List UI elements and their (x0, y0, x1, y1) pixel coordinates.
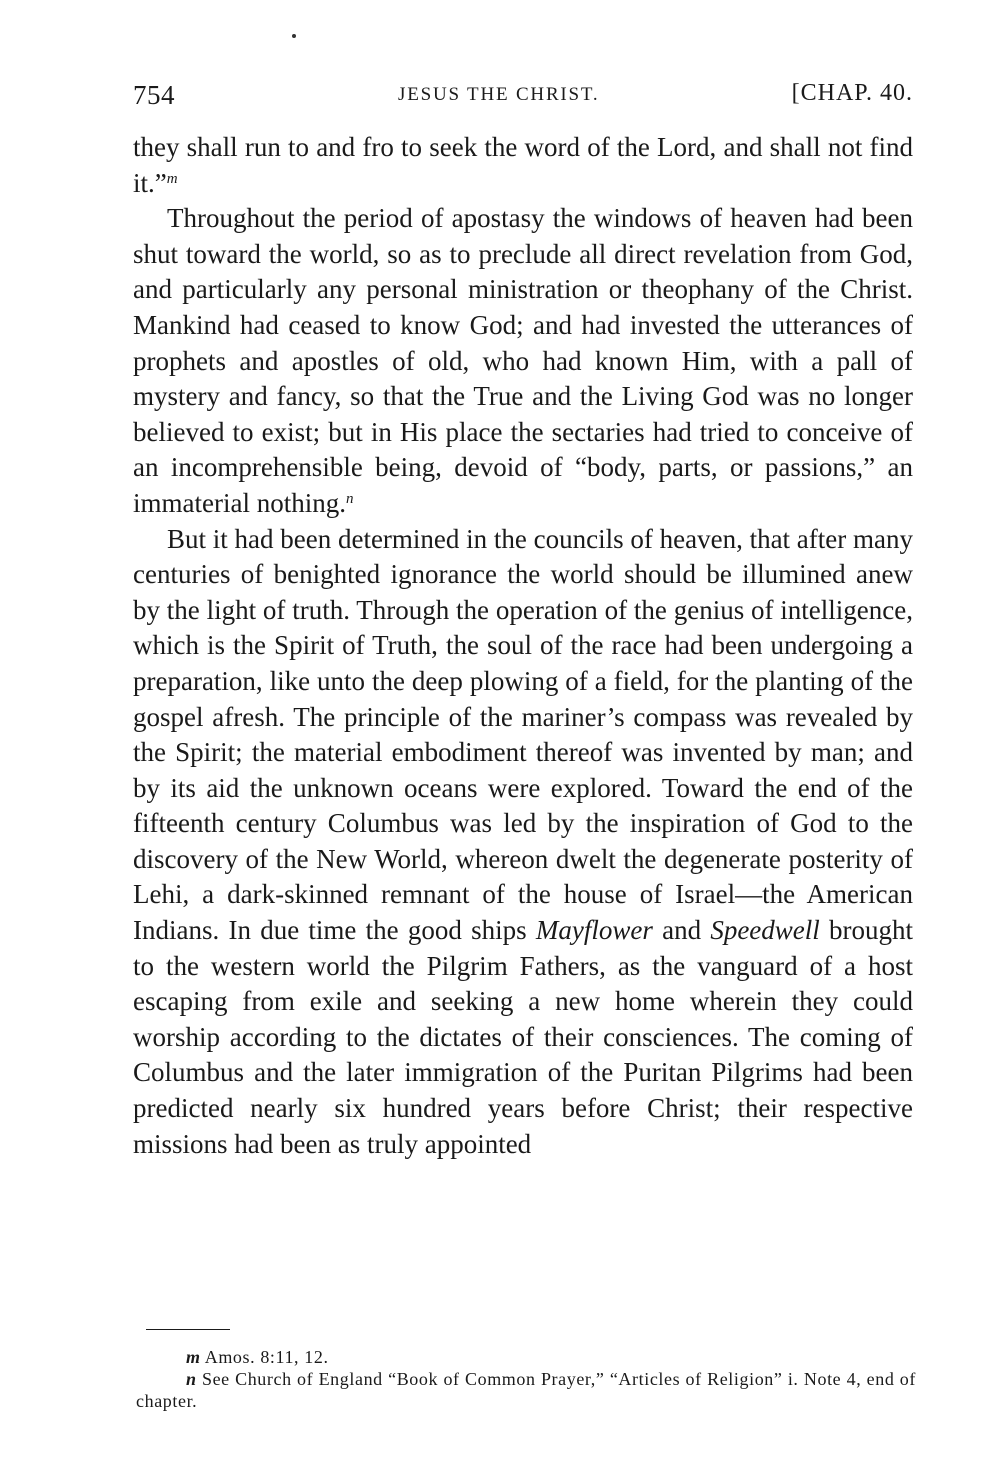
ship-name-speedwell: Speedwell (710, 915, 820, 946)
page-number: 754 (133, 80, 175, 110)
paragraph-3-text-a: But it had been determined in the councils of heaven, that after many centuries of benighted ignorance the world should be illumined anew by the light of truth. Through the operation of the genius of intelligence, which is the Spirit of Truth, the soul of the race had been undergoing a preparation, like unto the deep plowing of a field, for the planting of the gospel afresh. The principle of the mariner’s compass was revealed by the Spirit; the material embodiment thereof was invented by man; and by its aid the unknown oceans were explored. Toward the end of the fifteenth century Columbus was led by the inspiration of God to the discovery of the New World, whereon dwelt the degenerate posterity of Lehi, a dark-skinned remnant of the house of Israel—the American Indians. In due time the good ships (133, 523, 913, 946)
footnote-mark-n: n (186, 1369, 197, 1389)
page-header (133, 80, 913, 120)
paragraph-1-text: they shall run to and fro to seek the word of the Lord, and shall not find it.” (133, 132, 913, 198)
paragraph-3-text-b: and (652, 915, 711, 946)
paragraph-2 (133, 201, 913, 521)
footnote-text-n: See Church of England “Book of Common Prayer,” “Articles of Religion” i. Note 4, end of chapter. (136, 1369, 916, 1411)
footnote-mark-m: m (186, 1347, 201, 1367)
main-text (133, 130, 913, 1162)
paragraph-1 (133, 130, 913, 201)
footnote-text-m: Amos. 8:11, 12. (200, 1347, 329, 1367)
footnote-m (136, 1346, 916, 1368)
footnote-divider (146, 1329, 230, 1330)
footnotes (136, 1346, 916, 1412)
footnote-n (136, 1368, 916, 1412)
footnote-ref-m[interactable]: m (166, 170, 178, 187)
ship-name-mayflower: Mayflower (535, 915, 653, 946)
chapter-label: [CHAP. 40. (791, 80, 913, 106)
paragraph-2-text: Throughout the period of apostasy the windows of heaven had been shut toward the world, so as to preclude all direct revelation from God, and particularly any personal ministration or theophany of the Christ. Mankind had ceased to know God; and had invested the utterances of prophets and apostles of old, who had known Him, with a pall of mystery and fancy, so that the True and the Living God was no longer believed to exist; but in His place the sectaries had tried to conceive of an incomprehensible being, devoid of “body, parts, or passions,” an immaterial nothing. (133, 203, 913, 518)
paragraph-3 (133, 522, 913, 1163)
print-speck (292, 34, 296, 38)
paragraph-3-text-c: brought to the western world the Pilgrim Fathers, as the vanguard of a host escaping from exile and seeking a new home wherein they could worship according to the dictates of their consciences. The coming of Columbus and the later immigration of the Puritan Pilgrims had been predicted nearly six hundred years before Christ; their respective missions had been as truly appointed (133, 915, 914, 1159)
running-title: JESUS THE CHRIST. (398, 84, 600, 105)
footnote-ref-n[interactable]: n (345, 490, 354, 507)
